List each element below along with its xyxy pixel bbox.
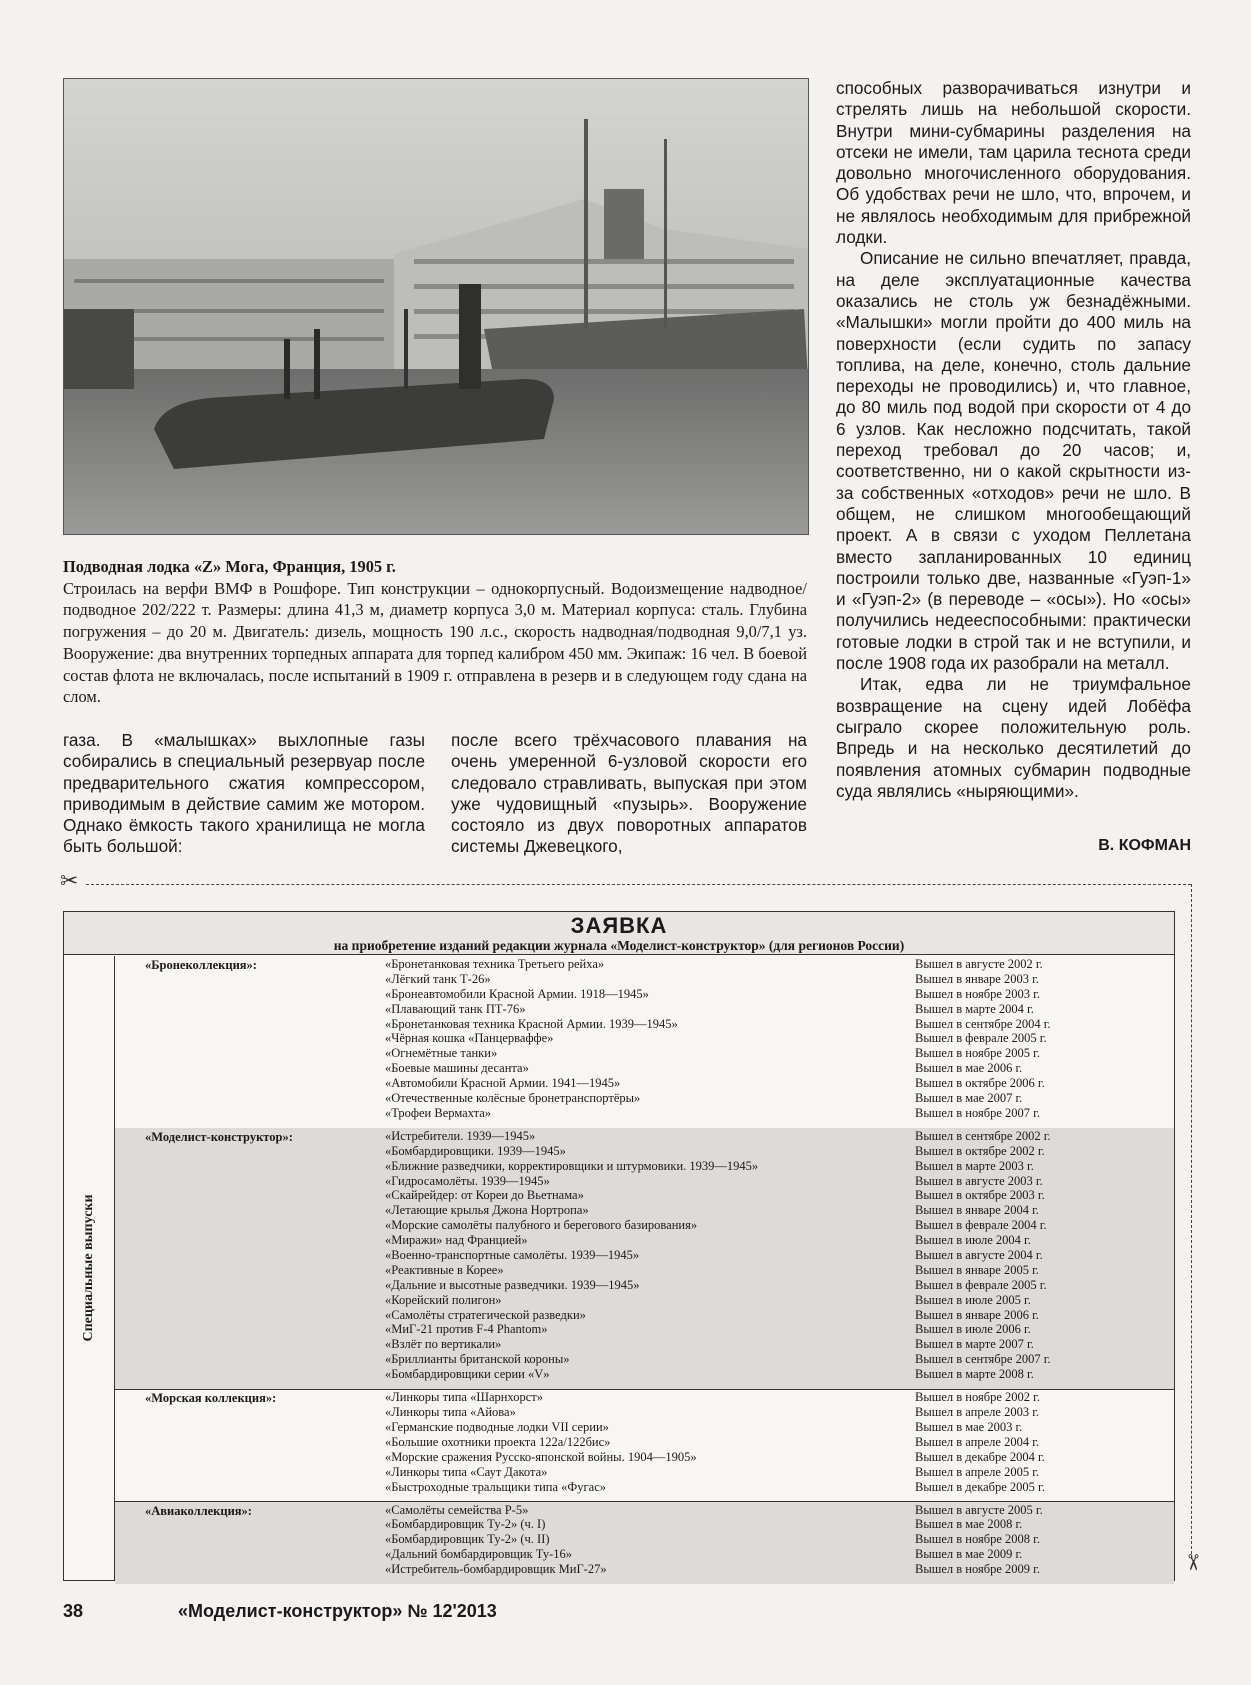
page-number: 38 [63, 1601, 84, 1621]
form-item-row [385, 1129, 1174, 1144]
form-item-date: Вышел в январе 2004 г. [915, 1203, 1039, 1218]
paragraph: газа. В «малышках» выхлопные газы собирались в специальный резервуар после предварительного сжатия компрессором, приводимым в действие самим же мотором. Однако ёмкость такого хранилища не могла быть большой: [63, 730, 425, 857]
form-item-title: «Миражи» над Францией» [385, 1233, 528, 1248]
form-item-title: «МиГ-21 против F-4 Phantom» [385, 1322, 548, 1337]
form-item-date: Вышел в апреле 2004 г. [915, 1434, 1040, 1449]
form-item-date: Вышел в октябре 2006 г. [915, 1076, 1045, 1091]
form-item-row [385, 1547, 1174, 1562]
form-item-title: «Дальний бомбардировщик Ту-16» [385, 1547, 572, 1562]
form-item-row [385, 1503, 1174, 1518]
form-item-title: «Бомбардировщики серии «V» [385, 1367, 550, 1382]
form-item-row [385, 1367, 1174, 1382]
form-item-title: «Дальние и высотные разведчики. 1939—1945» [385, 1277, 640, 1292]
paragraph: Итак, едва ли не триумфальное возвращение на сцену идей Лобёфа сыграло скорее положительную роль. Впредь и на несколько десятилетий до появления атомных субмарин подводные суда являлись «ныряющими». [836, 674, 1191, 801]
form-item-date: Вышел в мае 2006 г. [915, 1061, 1023, 1076]
form-body [64, 956, 1174, 1580]
form-item-title: «Линкоры типа «Айова» [385, 1405, 516, 1420]
cut-line [86, 884, 1191, 885]
form-item-title: «Ближние разведчики, корректировщики и штурмовики. 1939—1945» [385, 1158, 759, 1173]
form-group-name: «Моделист-конструктор»: [145, 1129, 293, 1144]
form-item-title: «Бомбардировщики. 1939—1945» [385, 1143, 566, 1158]
submarine-photo-drawing [64, 79, 808, 534]
scissors-icon: ✂ [60, 869, 79, 894]
form-item-row [385, 1352, 1174, 1367]
form-item-date: Вышел в мае 2003 г. [915, 1419, 1023, 1434]
form-item-date: Вышел в апреле 2003 г. [915, 1405, 1040, 1420]
form-item-date: Вышел в январе 2005 г. [915, 1262, 1039, 1277]
form-item-title: «Самолёты семейства Р-5» [385, 1502, 529, 1517]
form-item-title: «Чёрная кошка «Панцерваффе» [385, 1031, 554, 1046]
form-item-date: Вышел в апреле 2005 г. [915, 1464, 1040, 1479]
form-item-row [385, 1091, 1174, 1106]
article-column-2 [451, 730, 807, 858]
form-item-title: «Бриллианты британской короны» [385, 1352, 570, 1367]
paragraph: после всего трёхчасового плавания на очень умеренной 6-узловой скорости его следовало стравливать, выпуская при этом уже чудовищный «пузырь». Вооружение состояло из двух поворотных аппаратов системы Джевецкого, [451, 730, 807, 857]
form-item-title: «Гидросамолёты. 1939—1945» [385, 1173, 550, 1188]
page-footer [63, 1601, 763, 1622]
form-group-items [385, 1390, 1174, 1494]
form-item-title: «Истребители. 1939—1945» [385, 1128, 536, 1143]
form-item-title: «Бомбардировщик Ту-2» (ч. II) [385, 1532, 550, 1547]
form-item-title: «Линкоры типа «Саут Дакота» [385, 1464, 548, 1479]
form-item-row [385, 1390, 1174, 1405]
form-item-title: «Бронетанковая техника Красной Армии. 1939—1945» [385, 1016, 678, 1031]
form-item-date: Вышел в ноябре 2002 г. [915, 1390, 1040, 1405]
form-item-title: «Взлёт по вертикали» [385, 1337, 502, 1352]
form-item-row [385, 1174, 1174, 1189]
form-item-row [385, 1046, 1174, 1061]
form-item-title: «Германские подводные лодки VII серии» [385, 1419, 609, 1434]
form-item-date: Вышел в декабре 2005 г. [915, 1479, 1045, 1494]
form-item-date: Вышел в январе 2003 г. [915, 971, 1039, 986]
form-group-name: «Морская коллекция»: [145, 1391, 277, 1406]
form-item-title: «Плавающий танк ПТ-76» [385, 1001, 526, 1016]
form-item-row [385, 1263, 1174, 1278]
form-item-title: «Самолёты стратегической разведки» [385, 1307, 586, 1322]
form-item-title: «Быстроходные тральщики типа «Фугас» [385, 1479, 606, 1494]
form-group [115, 956, 1174, 1129]
photo-caption [63, 556, 807, 708]
form-item-row [385, 987, 1174, 1002]
side-label: Специальные выпуски [81, 1194, 96, 1342]
form-item-date: Вышел в октябре 2002 г. [915, 1143, 1045, 1158]
form-item-row [385, 1308, 1174, 1323]
caption-title: Подводная лодка «Z» Мога, Франция, 1905 г. [63, 557, 396, 576]
form-item-row [385, 1076, 1174, 1091]
form-item-row [385, 1031, 1174, 1046]
journal-name: «Моделист-конструктор» № 12'2013 [178, 1601, 497, 1621]
form-item-date: Вышел в ноябре 2003 г. [915, 986, 1040, 1001]
article-column-3 [836, 78, 1191, 802]
form-item-row [385, 1144, 1174, 1159]
form-header [64, 912, 1174, 955]
form-item-title: «Истребитель-бомбардировщик МиГ-27» [385, 1562, 607, 1577]
form-item-title: «Трофеи Вермахта» [385, 1105, 492, 1120]
form-item-date: Вышел в мае 2007 г. [915, 1091, 1023, 1106]
cut-line-vertical [1191, 884, 1192, 1559]
form-item-row [385, 1562, 1174, 1577]
order-form [63, 911, 1175, 1581]
form-group [115, 1389, 1174, 1502]
form-subtitle: на приобретение изданий редакции журнала «Моделист-конструктор» (для регионов России) [333, 938, 905, 953]
form-item-title: «Линкоры типа «Шарнхорст» [385, 1390, 543, 1405]
form-item-date: Вышел в ноябре 2005 г. [915, 1046, 1040, 1061]
form-item-row [385, 1465, 1174, 1480]
form-item-date: Вышел в мае 2009 г. [915, 1547, 1023, 1562]
form-title: ЗАЯВКА [570, 913, 668, 938]
caption-text: Строилась на верфи ВМФ в Рошфоре. Тип конструкции – однокорпусный. Водоизмещение надводное/подводное 202/222 т. Размеры: длина 41,3 м, диаметр корпуса 3,0 м. Материал корпуса: сталь. Глубина погружения – до 20 м. Двигатель: дизель, мощность 190 л.с., скорость надводная/подводная 9,0/7,1 уз. Вооружение: два внутренних торпедных аппарата для торпед калибром 450 мм. Экипаж: 16 чел. В боевой состав флота не включалась, после испытаний в 1909 г. отправлена в резерв и в следующем году сдана на слом. [63, 578, 807, 707]
form-item-title: «Отечественные колёсные бронетранспортёры» [385, 1091, 641, 1106]
form-item-date: Вышел в марте 2007 г. [915, 1337, 1034, 1352]
form-item-title: «Корейский полигон» [385, 1292, 502, 1307]
form-item-date: Вышел в январе 2006 г. [915, 1307, 1039, 1322]
form-item-row [385, 1218, 1174, 1233]
form-item-row [385, 1188, 1174, 1203]
form-item-row [385, 1248, 1174, 1263]
form-item-row [385, 1532, 1174, 1547]
form-item-title: «Огнемётные танки» [385, 1046, 498, 1061]
form-item-date: Вышел в июле 2006 г. [915, 1322, 1031, 1337]
form-item-row [385, 1106, 1174, 1121]
form-item-date: Вышел в октябре 2003 г. [915, 1188, 1045, 1203]
paragraph: способных разворачиваться изнутри и стрелять лишь на небольшой скорости. Внутри мини-субмарины разделения на отсеки не имели, там царила теснота среди довольно многочисленного оборудования. Об удобствах речи не шло, что, впрочем, и не являлось необходимым для прибрежной лодки. [836, 78, 1191, 248]
form-item-title: «Бронетанковая техника Третьего рейха» [385, 957, 605, 971]
form-group-name: «Авиаколлекция»: [145, 1503, 252, 1518]
form-item-title: «Морские сражения Русско-японской войны. 1904—1905» [385, 1449, 697, 1464]
form-group [115, 1502, 1174, 1585]
paragraph: Описание не сильно впечатляет, правда, на деле эксплуатационные качества оказались не столь уж безнадёжными. «Малышки» могли пройти до 400 миль на поверхности (если судить по запасу топлива, на деле, конечно, столь дальние переходы не проводились) и, что главное, до 80 миль под водой при скорости от 4 до 6 узлов. Как несложно подсчитать, такой переход требовал до 20 часов; и, соответственно, ни о какой скрытности из-за собственных «отходов» речи не шло. В общем, не слишком многообещающий проект. А в связи с уходом Пеллетана вместо запланированных 10 единиц построили только две, названные «Гуэп-1» и «Гуэп-2» (в переводе – «осы»). Но «осы» получились недееспособными: практически готовые лодки в строй так и не вступили, и после 1908 года их разобрали на металл. [836, 248, 1191, 674]
form-item-date: Вышел в марте 2004 г. [915, 1001, 1034, 1016]
form-item-title: «Военно-транспортные самолёты. 1939—1945» [385, 1248, 640, 1263]
form-group [115, 1128, 1174, 1390]
form-group-items [385, 957, 1174, 1121]
form-item-row [385, 1002, 1174, 1017]
form-group-items [385, 1129, 1174, 1382]
submarine-photo [63, 78, 809, 535]
form-item-row [385, 957, 1174, 972]
form-item-date: Вышел в сентябре 2004 г. [915, 1016, 1051, 1031]
form-item-date: Вышел в декабре 2004 г. [915, 1449, 1045, 1464]
form-item-title: «Большие охотники проекта 122а/122бис» [385, 1434, 611, 1449]
form-item-title: «Летающие крылья Джона Нортропа» [385, 1203, 589, 1218]
form-item-row [385, 1017, 1174, 1032]
form-item-date: Вышел в августе 2003 г. [915, 1173, 1043, 1188]
scissors-icon: ✂ [1179, 1553, 1205, 1572]
form-item-date: Вышел в августе 2004 г. [915, 1248, 1043, 1263]
form-item-row [385, 1293, 1174, 1308]
form-item-row [385, 1278, 1174, 1293]
form-item-row [385, 1337, 1174, 1352]
form-item-row [385, 1159, 1174, 1174]
form-item-date: Вышел в марте 2003 г. [915, 1158, 1034, 1173]
form-item-date: Вышел в августе 2002 г. [915, 957, 1043, 971]
form-item-row [385, 1061, 1174, 1076]
form-item-date: Вышел в июле 2004 г. [915, 1233, 1031, 1248]
article-column-1 [63, 730, 425, 858]
form-item-date: Вышел в ноябре 2009 г. [915, 1562, 1040, 1577]
form-item-date: Вышел в марте 2008 г. [915, 1367, 1034, 1382]
form-item-title: «Бомбардировщик Ту-2» (ч. I) [385, 1517, 546, 1532]
form-item-date: Вышел в феврале 2005 г. [915, 1277, 1047, 1292]
article-author: В. КОФМАН [1098, 837, 1191, 854]
form-item-title: «Морские самолёты палубного и берегового базирования» [385, 1218, 698, 1233]
form-item-date: Вышел в августе 2005 г. [915, 1502, 1043, 1517]
form-item-date: Вышел в феврале 2004 г. [915, 1218, 1047, 1233]
form-group-items [385, 1503, 1174, 1577]
form-item-date: Вышел в мае 2008 г. [915, 1517, 1023, 1532]
form-item-row [385, 1480, 1174, 1495]
form-item-row [385, 1517, 1174, 1532]
form-item-date: Вышел в ноябре 2008 г. [915, 1532, 1040, 1547]
form-item-title: «Скайрейдер: от Кореи до Вьетнама» [385, 1188, 584, 1203]
form-item-date: Вышел в июле 2005 г. [915, 1292, 1031, 1307]
form-item-date: Вышел в ноябре 2007 г. [915, 1105, 1040, 1120]
side-label-cell [64, 956, 115, 1580]
form-item-row [385, 1450, 1174, 1465]
form-group-name: «Бронеколлекция»: [145, 958, 257, 972]
form-item-title: «Бронеавтомобили Красной Армии. 1918—1945» [385, 986, 649, 1001]
form-item-row [385, 1203, 1174, 1218]
form-item-row [385, 972, 1174, 987]
form-item-row [385, 1322, 1174, 1337]
form-item-row [385, 1435, 1174, 1450]
form-item-row [385, 1420, 1174, 1435]
form-item-date: Вышел в сентябре 2002 г. [915, 1128, 1051, 1143]
form-item-title: «Боевые машины десанта» [385, 1061, 529, 1076]
form-item-row [385, 1233, 1174, 1248]
form-item-title: «Реактивные в Корее» [385, 1262, 504, 1277]
form-item-title: «Автомобили Красной Армии. 1941—1945» [385, 1076, 621, 1091]
form-item-row [385, 1405, 1174, 1420]
form-item-date: Вышел в сентябре 2007 г. [915, 1352, 1051, 1367]
form-item-date: Вышел в феврале 2005 г. [915, 1031, 1047, 1046]
form-item-title: «Лёгкий танк Т-26» [385, 971, 491, 986]
